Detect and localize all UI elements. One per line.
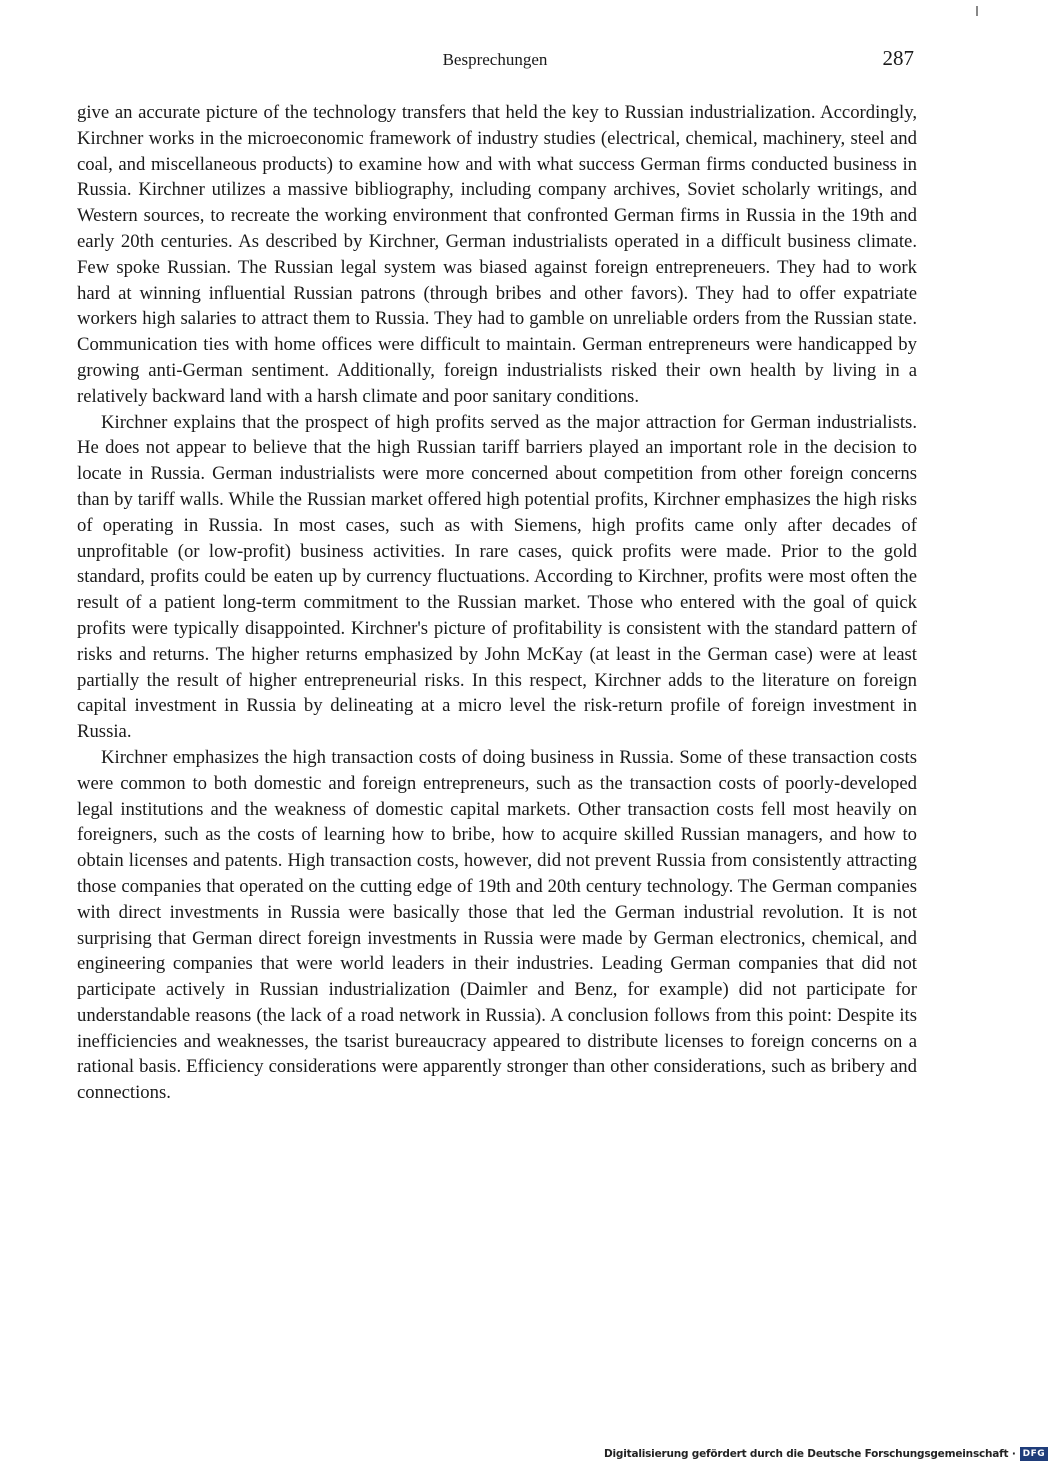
scan-edge-mark — [976, 6, 978, 16]
paragraph-3: Kirchner emphasizes the high transaction costs of doing business in Russia. Some of these transaction costs were common to both domestic and foreign entrepreneurs, such as the transaction costs of poorly-developed legal institutions and the weakness of domestic capital markets. Other transaction costs fell most heavily on foreigners, such as the costs of learning how to bribe, how to acquire skilled Russian managers, and how to obtain licenses and patents. High transaction costs, however, did not prevent Russia from consistently attracting those companies that operated on the cutting edge of 19th and 20th century technology. The German companies with direct investments in Russia were basically those that led the German industrial revolution. It is not surprising that German direct foreign investments in Russia were made by German electronics, chemical, and engineering companies that were world leaders in their industries. Leading German companies that did not participate actively in Russian industrialization (Daimler and Benz, for example) did not participate for understandable reasons (the lack of a road network in Russia). A conclusion follows from this point: Despite its inefficiencies and weaknesses, the tsarist bureaucracy appeared to distribute licenses to foreign concerns on a rational basis. Efficiency considerations were apparently stronger than other considerations, such as bribery and connections. — [77, 746, 917, 1104]
page-number: 287 — [882, 46, 914, 70]
running-head — [0, 46, 1000, 74]
credit-text: Digitalisierung gefördert durch die Deutsche Forschungsgemeinschaft · — [604, 1448, 1016, 1460]
paragraph-2: Kirchner explains that the prospect of high profits served as the major attraction for German industrialists. He does not appear to believe that the high Russian tariff barriers played an important role in the decision to locate in Russia. German industrialists were more concerned about competition from other foreign concerns than by tariff walls. While the Russian market offered high potential profits, Kirchner emphasizes the high risks of operating in Russia. In most cases, such as with Siemens, high profits came only after decades of unprofitable (or low-profit) business activities. In rare cases, quick profits were made. Prior to the gold standard, profits could be eaten up by currency fluctuations. According to Kirchner, profits were most often the result of a patient long-term commitment to the Russian market. Those who entered with the goal of quick profits were typically disappointed. Kirchner's picture of profitability is consistent with the standard pattern of risks and returns. The higher returns emphasized by John McKay (at least in the German case) were at least partially the result of higher entrepreneurial risks. In this respect, Kirchner adds to the literature on foreign capital investment in Russia by delineating at a micro level the risk-return profile of foreign investment in Russia. — [77, 411, 917, 743]
paragraph-1: give an accurate picture of the technology transfers that held the key to Russian industrialization. Accordingly, Kirchner works in the microeconomic framework of industry studies (electrical, chemical, machinery, steel and coal, and miscellaneous products) to examine how and with what success German firms conducted business in Russia. Kirchner utilizes a massive bibliography, including company archives, Soviet scholarly writings, and Western sources, to recreate the working environment that confronted German firms in Russia in the 19th and early 20th centuries. As described by Kirchner, German industrialists operated in a difficult business climate. Few spoke Russian. The Russian legal system was biased against foreign entrepreneuers. They had to work hard at winning influential Russian patrons (through bribes and other favors). They had to offer expatriate workers high salaries to attract them to Russia. They had to gamble on unreliable orders from the Russian state. Communication ties with home offices were difficult to maintain. German entrepreneurs were handicapped by growing anti-German sentiment. Additionally, foreign industrialists risked their own health by living in a relatively backward land with a harsh climate and poor sanitary conditions. — [77, 102, 917, 407]
digitization-credit — [604, 1444, 1048, 1464]
running-title: Besprechungen — [442, 50, 548, 69]
review-body — [77, 100, 917, 1106]
dfg-logo: DFG — [1020, 1447, 1048, 1461]
